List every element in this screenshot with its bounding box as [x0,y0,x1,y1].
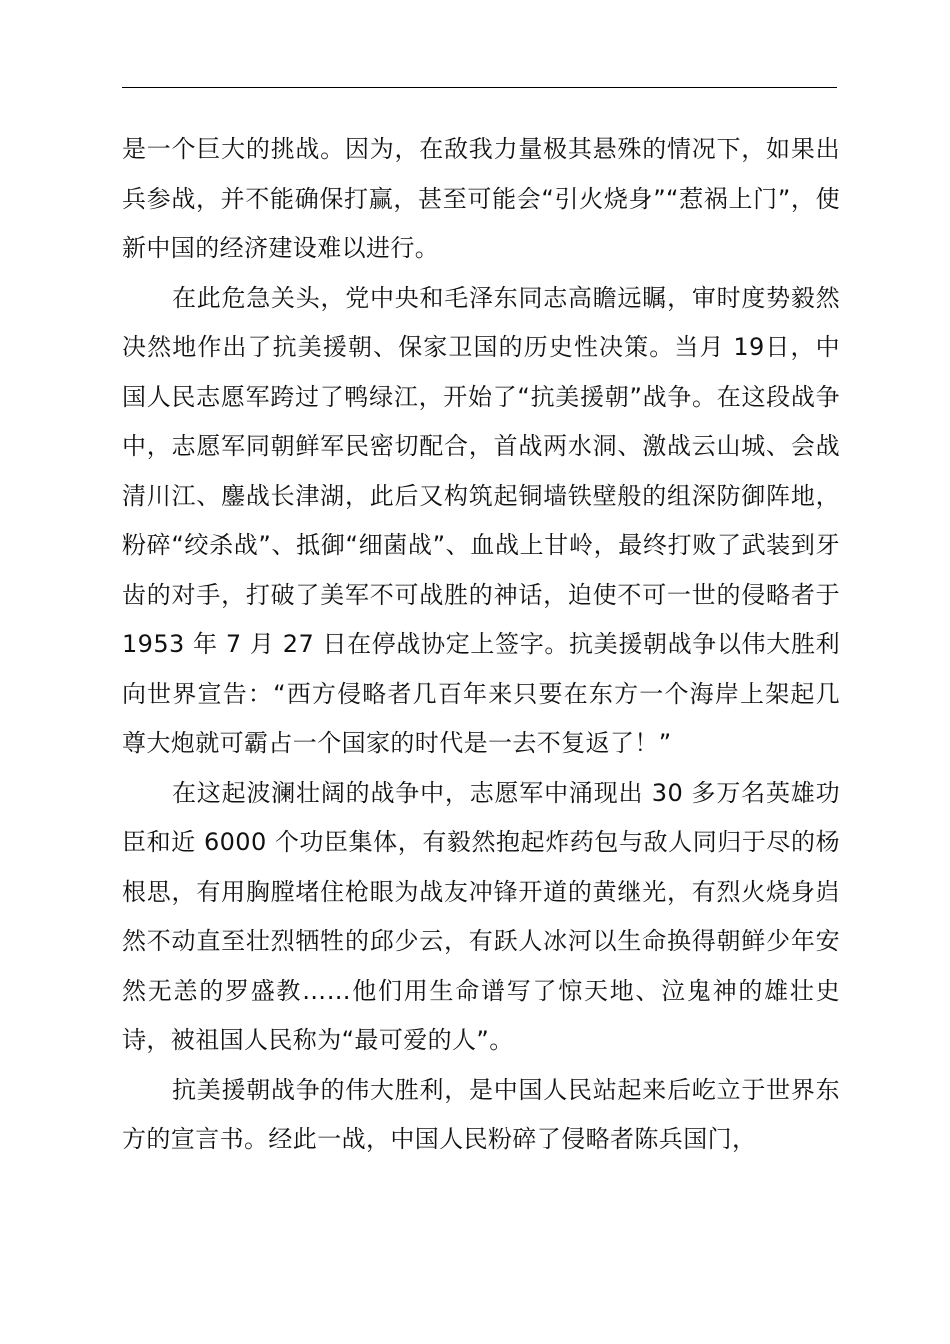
paragraph-heroes: 在这起波澜壮阔的战争中，志愿军中涌现出 30 多万名英雄功臣和近 6000 个功臣集体，有毅然抱起炸药包与敌人同归于尽的杨根思，有用胸膛堵住枪眼为战友冲锋开道的黄继光，有烈火烧身岿然不动直至壮烈牺牲的邱少云，有跃人冰河以生命换得朝鲜少年安然无恙的罗盛教……他们用生命谱写了惊天地、泣鬼神的雄壮史诗，被祖国人民称为“最可爱的人”。 [122,778,840,1054]
body-text [122,125,840,1165]
paragraph-decision: 在此危急关头，党中央和毛泽东同志高瞻远瞩，审时度势毅然决然地作出了抗美援朝、保家卫国的历史性决策。当月 19日，中国人民志愿军跨过了鸭绿江，开始了“抗美援朝”战争。在这段战争中，志愿军同朝鲜军民密切配合，首战两水洞、激战云山城、会战清川江、鏖战长津湖，此后又构筑起铜墙铁壁般的组深防御阵地，粉碎“绞杀战”、抵御“细菌战”、血战上甘岭，最终打败了武装到牙齿的对手，打破了美军不可战胜的神话，迫使不可一世的侵略者于 1953 年 7 月 27 日在停战协定上签字。抗美援朝战争以伟大胜利向世界宣告：“西方侵略者几百年来只要在东方一个海岸上架起几尊大炮就可霸占一个国家的时代是一去不复返了！” [122,283,840,757]
paragraph-continuation: 是一个巨大的挑战。因为，在敌我力量极其悬殊的情况下，如果出兵参战，并不能确保打赢，甚至可能会“引火烧身”“惹祸上门”，使新中国的经济建设难以进行。 [122,135,840,262]
header-rule [122,87,837,88]
paragraph-victory: 抗美援朝战争的伟大胜利，是中国人民站起来后屹立于世界东方的宣言书。经此一战，中国人民粉碎了侵略者陈兵国门， [122,1075,840,1153]
